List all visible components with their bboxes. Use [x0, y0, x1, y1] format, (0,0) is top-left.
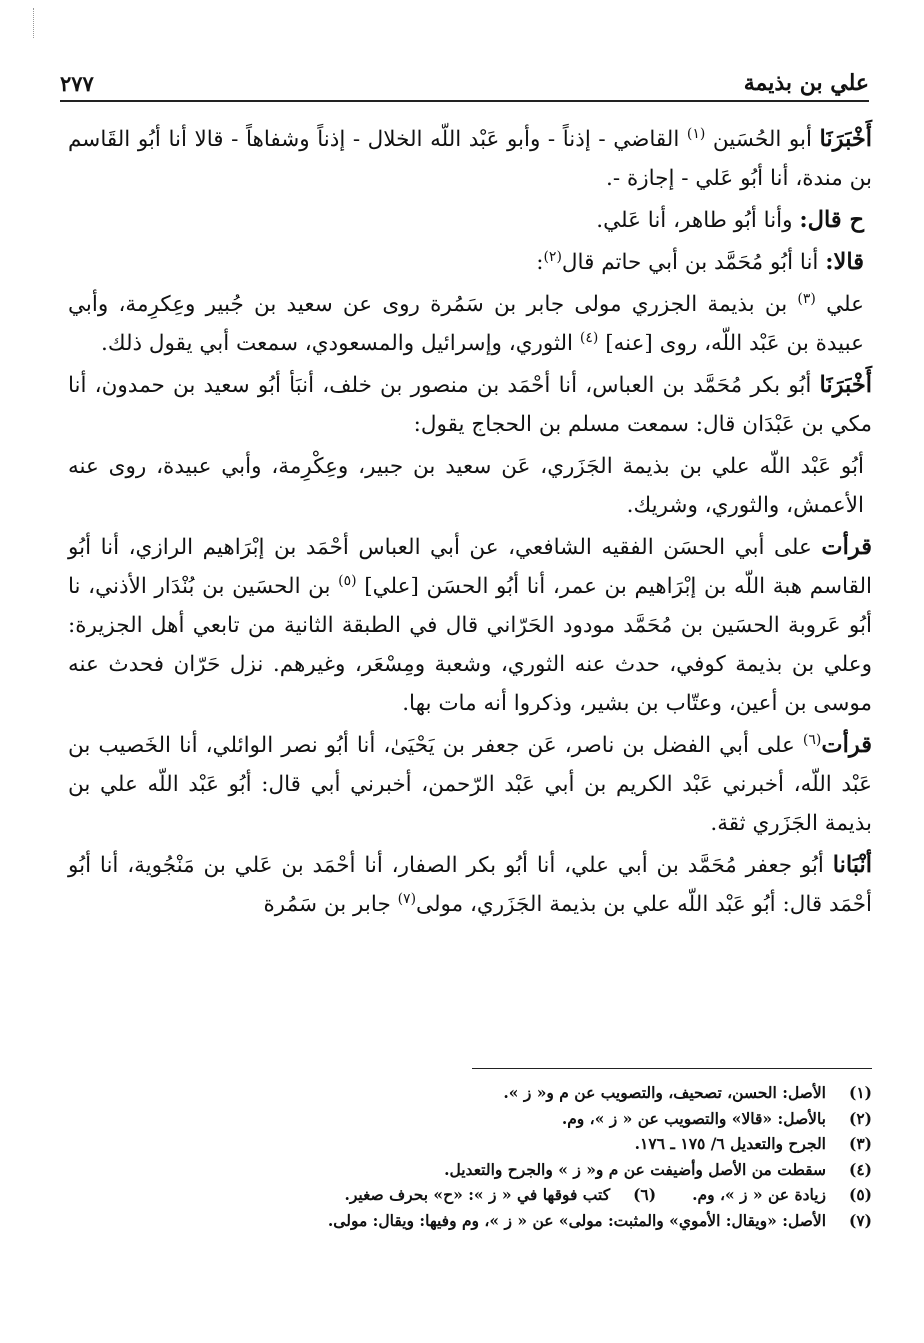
footnote-number: (١) — [848, 1083, 872, 1102]
text-segment: القاضي - إذناً - وأبو عَبْد اللّه الخلال - إذناً وشفاهاً - قالا أنا أبُو القَاسم بن مندة، أنا أبُو عَلي - إجازة -. — [68, 127, 872, 191]
text-segment: على أبي الفضل بن ناصر، عَن جعفر بن يَحْيَىٰ، أنا أبُو نصر الوائلي، أنا الخَصيب بن عَبْد اللّه، أخبرني عَبْد الكريم بن أبي عَبْد الرّحمن، أخبرني أبي قال: أبُو عَبْد اللّه علي بن بذيمة الجَزَري ثقة. — [68, 733, 872, 836]
lead-word: قالا: — [825, 249, 864, 275]
text-segment: أبو الحُسَين — [712, 127, 820, 152]
lead-word: أَخْبَرَنَا — [819, 372, 872, 398]
paragraph-5 — [68, 366, 872, 444]
footnote-divider — [472, 1068, 872, 1069]
paragraph-4 — [68, 285, 872, 363]
paragraph-3 — [68, 243, 872, 282]
note-ref: (١) — [686, 125, 706, 142]
lead-word: أنْبَانا — [832, 852, 872, 878]
paragraph-6 — [68, 447, 872, 525]
footnote-4 — [120, 1157, 872, 1183]
footnote-text: سقطت من الأصل وأضيفت عن م و« ز » والجرح والتعديل. — [444, 1159, 826, 1179]
footnote-5 — [692, 1182, 872, 1208]
paragraph-1 — [68, 120, 872, 198]
footnote-2 — [120, 1106, 872, 1132]
text-segment: أبُو عَبْد اللّه علي بن بذيمة الجَزَري، عَن سعيد بن جبير، وعِكْرِمة، وأبي عبيدة، روى عنه الأعمش، والثوري، وشريك. — [68, 454, 864, 518]
footnote-text: الأصل: الحسن، تصحيف، والتصويب عن م و« ز ». — [503, 1083, 826, 1102]
text-segment: بن بذيمة الجزري مولى جابر بن سَمُرة روى عن سعيد بن جُبير وعِكرِمة، وأبي عبيدة بن عَبْد اللّه، روى [عنه] — [68, 292, 864, 356]
paragraph-2 — [68, 201, 872, 240]
footnote-number: (٥) — [848, 1185, 872, 1204]
main-text — [68, 120, 872, 927]
text-segment: على أبي الحسَن الفقيه الشافعي، عن أبي العباس أحْمَد بن إبْرَاهيم الرازي، أنا أبُو القاسم هبة اللّه بن إبْرَاهيم بن عمر، أنا أبُو الحسَن [علي] — [68, 535, 872, 599]
footnote-text: كتب فوقها في « ز »: «ح» بحرف صغير. — [344, 1185, 611, 1204]
lead-word: قرأت — [821, 732, 872, 758]
note-ref: (٣) — [797, 290, 816, 307]
paragraph-8 — [68, 726, 872, 843]
note-ref: (٧) — [397, 890, 417, 907]
paragraph-7 — [68, 528, 872, 723]
page-header — [60, 56, 869, 102]
text-segment: الثوري، وإسرائيل والمسعودي، سمعت أبي يقول ذلك. — [100, 331, 580, 356]
text-segment: أنا أبُو مُحَمَّد بن أبي حاتم قال — [561, 250, 826, 275]
margin-mark — [33, 8, 35, 38]
page-number: ٢٧٧ — [60, 71, 94, 96]
note-ref: (٤) — [579, 329, 599, 346]
footnote-text: زيادة عن « ز »، وم. — [692, 1185, 826, 1204]
text-segment: أبُو بكر مُحَمَّد بن العباس، أنا أحْمَد بن منصور بن خلف، أنبَأ أبُو سعيد بن حمدون، أنا مكي بن عَبْدَان قال: سمعت مسلم بن الحجاج يقول: — [68, 373, 872, 437]
footnote-text: بالأصل: «قالا» والتصويب عن « ز »، وم. — [561, 1108, 826, 1128]
footnote-text: الجرح والتعديل ٦/ ١٧٥ ـ ١٧٦. — [634, 1134, 826, 1153]
text-segment: بن الحسَين بن بُنْدَار الأذني، نا أبُو عَروبة الحسَين بن مُحَمَّد مودود الحَرّاني قال في الطبقة الثانية من تابعي أهل الجزيرة: وعلي بن بذيمة كوفي، حدث عنه الثوري، وشعبة ومِسْعَر، وغيرهم. نزل حَرّان فحدث عنه موسى بن أعين، وعتّاب بن بشير، وذكروا أنه مات بها. — [68, 574, 872, 716]
lead-word: قرأت — [821, 534, 872, 560]
footnote-7 — [120, 1208, 872, 1234]
text-segment: أبُو جعفر مُحَمَّد بن أبي علي، أنا أبُو بكر الصفار، أنا أحْمَد بن عَلي بن مَنْجُوية، أنا أبُو أحْمَد قال: أبُو عَبْد اللّه علي بن بذيمة الجَزَري، مولى — [68, 853, 872, 917]
lead-word: أَخْبَرَنَا — [819, 126, 873, 152]
paragraph-9 — [68, 846, 872, 924]
text-segment: جابر بن سَمُرة — [263, 892, 398, 917]
text-segment: : — [536, 250, 544, 275]
footnote-5-6 — [120, 1182, 872, 1208]
footnote-number: (٧) — [848, 1210, 872, 1230]
footnotes — [120, 1080, 872, 1233]
footnote-number: (٣) — [848, 1134, 872, 1153]
running-title: علي بن بذيمة — [743, 70, 869, 96]
note-ref: (٢) — [543, 248, 562, 265]
footnote-number: (٦) — [633, 1185, 657, 1204]
footnote-text: الأصل: «ويقال: الأموي» والمثبت: مولى» عن « ز »، وم وفيها: ويقال: مولى. — [327, 1210, 826, 1230]
text-segment: علي — [826, 292, 864, 317]
note-ref: (٦) — [802, 731, 822, 748]
footnote-number: (٢) — [848, 1108, 872, 1128]
footnote-3 — [120, 1131, 872, 1157]
footnote-1 — [120, 1080, 872, 1106]
note-ref: (٥) — [338, 572, 357, 589]
lead-word: ح قال: — [799, 207, 864, 233]
footnote-6 — [344, 1182, 656, 1208]
footnote-number: (٤) — [848, 1159, 872, 1179]
text-segment: وأنا أبُو طاهر، أنا عَلي. — [596, 208, 800, 233]
